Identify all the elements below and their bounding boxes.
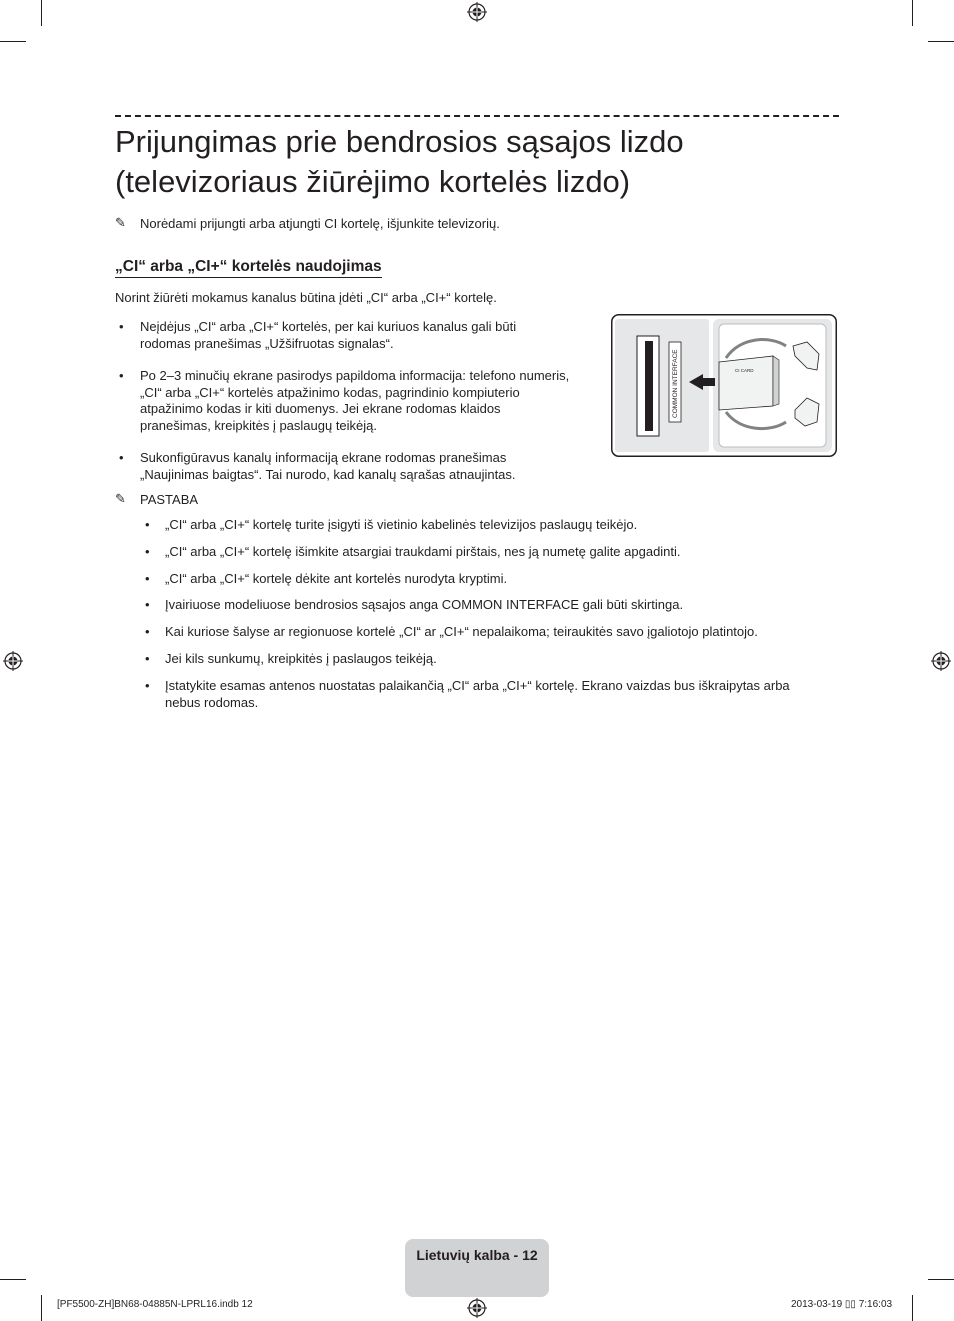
pencil-note-icon: ✎ bbox=[115, 491, 126, 506]
section-divider bbox=[115, 115, 839, 117]
page-title-line: (televizoriaus žiūrėjimo kortelės lizdo) bbox=[115, 164, 631, 199]
list-item-text: Po 2–3 minučių ekrane pasirodys papildoma informacija: telefono numeris, bbox=[140, 368, 570, 383]
pencil-note-icon: ✎ bbox=[115, 215, 126, 230]
registration-mark-icon bbox=[467, 1298, 487, 1318]
list-item-text: „CI“ arba „CI+“ kortelę dėkite ant kortelės nurodyta kryptimi. bbox=[165, 571, 508, 586]
list-item-text: pranešimas, kreipkitės į paslaugų teikėją. bbox=[140, 417, 378, 433]
bullet-icon: • bbox=[145, 517, 150, 532]
list-item-text: „CI“ arba „CI+“ kortelę turite įsigyti iš vietinio kabelinės televizijos paslaugų teikėjo. bbox=[165, 517, 638, 532]
crop-mark bbox=[928, 1279, 954, 1280]
list-item-text: rodomas pranešimas „Užšifruotas signalas“. bbox=[140, 335, 394, 351]
crop-mark bbox=[0, 1279, 26, 1280]
list-item-text: Sukonfigūravus kanalų informaciją ekrane rodomas pranešimas bbox=[140, 450, 507, 465]
bullet-icon: • bbox=[119, 368, 124, 383]
card-label: CI CARD bbox=[735, 368, 754, 373]
crop-mark bbox=[912, 0, 913, 26]
list-item-text: Kai kuriose šalyse ar regionuose kortelė „CI“ ar „CI+“ nepalaikoma; teiraukitės savo įgaliotojo platintojo. bbox=[165, 624, 758, 639]
slot-label: COMMON INTERFACE bbox=[672, 349, 679, 418]
bullet-icon: • bbox=[145, 678, 150, 693]
registration-mark-icon bbox=[3, 651, 23, 671]
crop-mark bbox=[928, 41, 954, 42]
bullet-icon: • bbox=[145, 597, 150, 612]
list-item-text: „Naujinimas baigtas“. Tai nurodo, kad kanalų sąrašas atnaujintas. bbox=[140, 466, 516, 482]
bullet-icon: • bbox=[145, 544, 150, 559]
ci-card-illustration bbox=[611, 314, 837, 457]
list-item-text: Neįdėjus „CI“ arba „CI+“ kortelės, per kai kuriuos kanalus gali būti bbox=[140, 319, 517, 334]
bullet-icon: • bbox=[145, 571, 150, 586]
registration-mark-icon bbox=[467, 2, 487, 22]
registration-mark-icon bbox=[931, 651, 951, 671]
list-item-text: Įvairiuose modeliuose bendrosios sąsajos anga COMMON INTERFACE gali būti skirtinga. bbox=[165, 597, 684, 612]
list-item-text: atpažinimo kodas ir kiti duomenys. Jei ekrane rodomas klaidos bbox=[140, 401, 501, 416]
note-heading: PASTABA bbox=[140, 492, 199, 507]
list-item-text: „CI“ arba „CI+“ kortelę išimkite atsargiai traukdami pirštais, nes ją numetę galite apgadinti. bbox=[165, 544, 681, 559]
bullet-icon: • bbox=[119, 319, 124, 334]
crop-mark bbox=[41, 1295, 42, 1321]
crop-mark bbox=[41, 0, 42, 26]
intro-note: Norėdami prijungti arba atjungti CI kortelę, išjunkite televizorių. bbox=[140, 216, 500, 231]
bullet-icon: • bbox=[145, 651, 150, 666]
list-item-text: Įstatykite esamas antenos nuostatas palaikančią „CI“ arba „CI+“ kortelę. Ekrano vaizdas bus iškraipytas arba bbox=[165, 678, 790, 693]
list-item-text: nebus rodomas. bbox=[165, 694, 259, 710]
bullet-icon: • bbox=[145, 624, 150, 639]
crop-mark bbox=[912, 1295, 913, 1321]
print-slug-right: 2013-03-19 ▯▯ 7:16:03 bbox=[791, 1299, 893, 1310]
list-item-text: Jei kils sunkumų, kreipkitės į paslaugos teikėją. bbox=[165, 651, 437, 666]
page-number-label: Lietuvių kalba - 12 bbox=[416, 1247, 538, 1263]
print-slug-left: [PF5500-ZH]BN68-04885N-LPRL16.indb 12 bbox=[57, 1299, 253, 1310]
crop-mark bbox=[0, 41, 26, 42]
page-title bbox=[115, 122, 845, 202]
section-heading: „CI“ arba „CI+“ kortelės naudojimas bbox=[115, 257, 382, 278]
list-item-text: „CI“ arba „CI+“ kortelės atpažinimo kodas, pagrindinio kompiuterio bbox=[140, 384, 520, 400]
bullet-icon: • bbox=[119, 450, 124, 465]
page-title-line: Prijungimas prie bendrosios sąsajos lizdo bbox=[115, 124, 684, 159]
lead-paragraph: Norint žiūrėti mokamus kanalus būtina įdėti „CI“ arba „CI+“ kortelę. bbox=[115, 290, 497, 305]
